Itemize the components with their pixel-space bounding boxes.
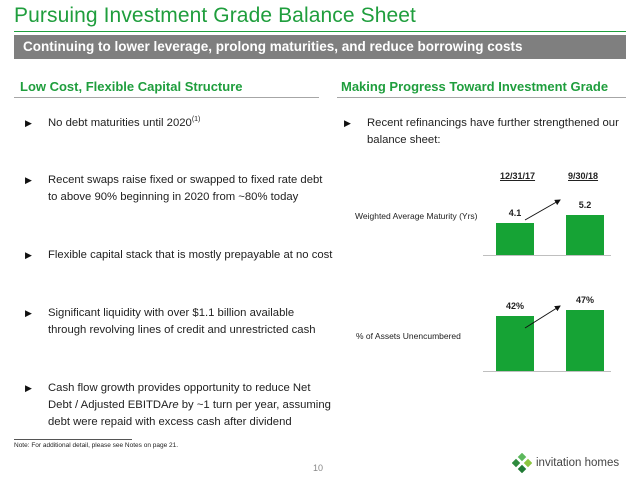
triangle-right-icon: ▶ <box>344 118 351 128</box>
chart-data-label: 5.2 <box>578 200 592 210</box>
chart-data-label: 47% <box>575 295 594 305</box>
triangle-right-icon: ▶ <box>25 250 32 260</box>
company-logo <box>512 453 619 473</box>
bullet-text: No debt maturities until 2020$^{(1)}$ <box>48 116 201 129</box>
chart-data-label: 42% <box>505 301 524 312</box>
invitation-homes-logo-icon <box>512 453 532 473</box>
right-column-heading: Making Progress Toward Investment Grade <box>341 79 609 94</box>
trend-arrow-icon <box>525 200 560 220</box>
bullet-text: Cash flow growth provides opportunity to reduce Net Debt / Adjusted EBITDAre by ~1 turn per year, assuming debt were repaid with excess cash after dividend <box>48 382 331 428</box>
chart-series-label: Weighted Average Maturity (Yrs) <box>355 211 478 221</box>
page-title: Pursuing Investment Grade Balance Sheet <box>14 4 416 27</box>
bullet-text: Recent swaps raise fixed or swapped to fixed rate debt to above 90% beginning in 2020 from ~80% today <box>48 174 323 203</box>
page-number: 10 <box>313 463 324 473</box>
chart-category-label: 9/30/18 <box>568 171 599 181</box>
bullet-text: Recent refinancings have further strengthened our balance sheet: <box>367 117 619 146</box>
bullet-text: Flexible capital stack that is mostly prepayable at no cost <box>48 249 333 261</box>
triangle-right-icon: ▶ <box>25 118 32 128</box>
triangle-right-icon: ▶ <box>25 175 32 185</box>
note-divider <box>14 439 132 440</box>
footnote: Note: For additional detail, please see Notes on page 21. <box>14 442 179 449</box>
subtitle-banner: Continuing to lower leverage, prolong maturities, and reduce borrowing costs <box>14 35 626 59</box>
logo-text: invitation homes <box>536 457 620 469</box>
bullet-text: Significant liquidity with over $1.1 billion available through revolving lines of credit and unrestricted cash <box>48 307 316 336</box>
chart-category-label: 12/31/17 <box>500 171 536 181</box>
triangle-right-icon: ▶ <box>25 308 32 318</box>
chart-data-label: 4.1 <box>508 208 522 219</box>
chart-series-label: % of Assets Unencumbered <box>356 331 461 341</box>
left-column-heading: Low Cost, Flexible Capital Structure <box>20 79 243 94</box>
triangle-right-icon: ▶ <box>25 383 32 393</box>
trend-arrow-icon <box>525 306 560 328</box>
